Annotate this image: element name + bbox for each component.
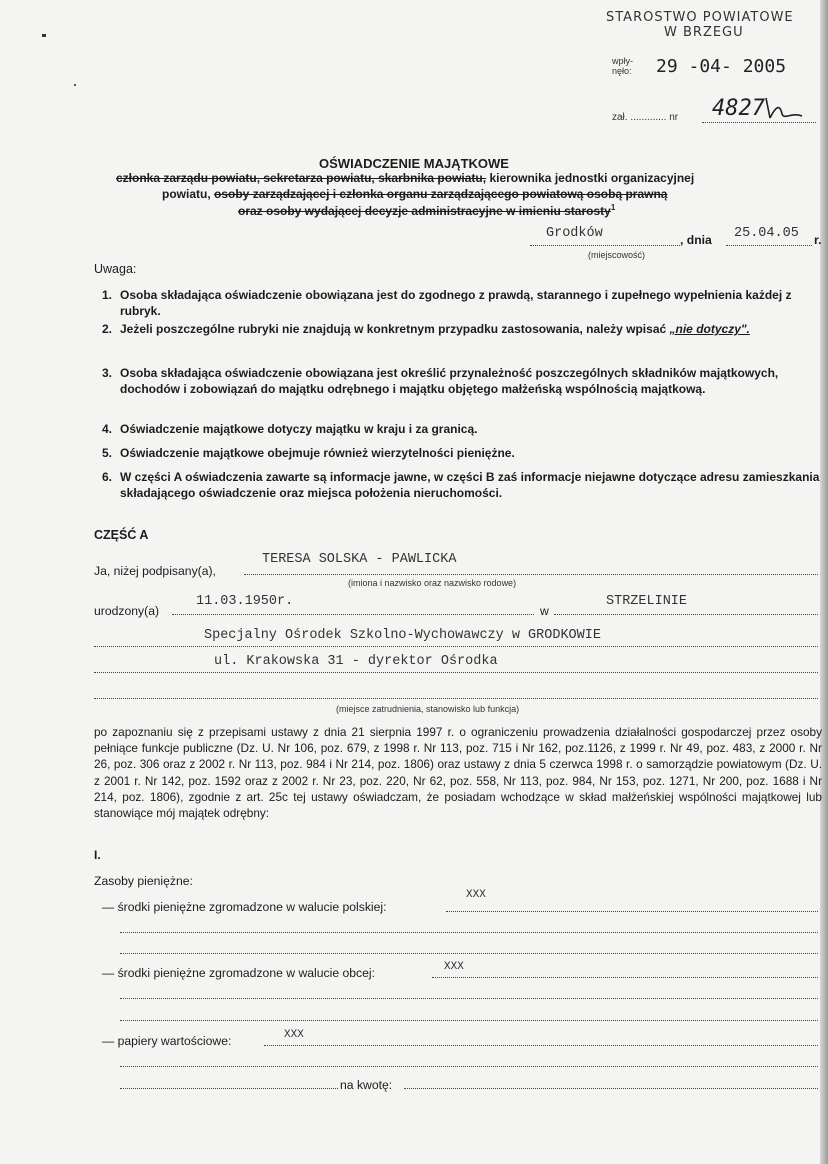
place-dots [530, 245, 680, 246]
date-value: 25.04.05 [734, 226, 799, 241]
note-6-number: 6. [102, 470, 113, 484]
header-line-2-kept: powiatu, [162, 187, 211, 201]
born-date: 11.03.1950r. [196, 594, 294, 609]
foreign-label: — środki pieniężne zgromadzone w walucie obcej: [102, 966, 376, 980]
note-5-text: Oświadczenie majątkowe obejmuje również wierzytelności pieniężne. [120, 446, 515, 460]
employment-dots-2 [94, 672, 818, 673]
employment-line-2: ul. Krakowska 31 - dyrektor Ośrodka [214, 654, 498, 669]
place-caption: (miejscowość) [588, 250, 646, 260]
header-line-2-struck: osoby zarządzającej i członka organu zarządzającego powiatową osobą prawną [214, 187, 668, 201]
note-5-number: 5. [102, 446, 113, 460]
born-place: STRZELINIE [606, 594, 688, 609]
foreign-dots-3 [120, 1020, 818, 1021]
section-1-subheading: Zasoby pieniężne: [94, 874, 193, 888]
employment-dots-1 [94, 646, 818, 647]
header-line-3-struck: oraz osoby wydającej decyzje administracyjne w imieniu starosty [238, 204, 611, 218]
handwritten-signature-icon [762, 94, 808, 124]
note-3-text: Osoba składająca oświadczenie obowiązana jest określić przynależność poszczególnych składników majątkowych, dochodów i zobowiązań do majątku odrębnego i majątku objętego małżeńską wspólnością majątkową. [120, 366, 779, 396]
footnote-mark: 1 [610, 203, 616, 212]
stamp-received-date: 29 -04- 2005 [656, 56, 787, 77]
pln-dots-1 [446, 911, 818, 912]
stamp-office-line1: STAROSTWO POWIATOWE [606, 10, 794, 25]
scan-speck [74, 84, 76, 86]
foreign-dots-2 [120, 998, 818, 999]
born-place-dots [554, 614, 818, 615]
note-3-number: 3. [102, 366, 113, 380]
stamp-received-label-1: wpły- [612, 56, 634, 66]
header-line-1-struck: członka zarządu powiatu, sekretarza powiatu, skarbnika powiatu, [116, 171, 487, 185]
note-2-text [120, 321, 822, 337]
stamp-office-line2: W BRZEGU [664, 25, 744, 40]
signed-caption: (imiona i nazwisko oraz nazwisko rodowe) [348, 578, 517, 588]
securities-value: XXX [284, 1029, 304, 1041]
page-edge-shadow [820, 0, 828, 1164]
header-line-1-kept: kierownika jednostki organizacyjnej [489, 171, 695, 185]
scan-speck [42, 34, 46, 37]
securities-label: — papiery wartościowe: [102, 1034, 232, 1048]
section-1-heading: I. [94, 848, 101, 862]
pln-dots-3 [120, 953, 818, 954]
securities-dots-1 [264, 1045, 818, 1046]
date-year-suffix: r. [814, 233, 822, 247]
securities-dots-2 [120, 1066, 818, 1067]
note-4-number: 4. [102, 422, 113, 436]
amount-dots [404, 1088, 818, 1089]
document-title: OŚWIADCZENIE MAJĄTKOWE [319, 156, 509, 171]
pln-dots-2 [120, 932, 818, 933]
foreign-value: XXX [444, 961, 464, 973]
header-line-1 [116, 171, 694, 185]
date-dots [726, 245, 812, 246]
pln-value: XXX [466, 889, 486, 901]
note-6-text: W części A oświadczenia zawarte są informacje jawne, w części B zaś informacje niejawne dotyczące adresu zamieszkania składającego oświadczenie oraz miejsca położenia nieruchomości. [120, 470, 820, 500]
signed-dots [244, 574, 818, 575]
employment-dots-3 [94, 698, 818, 699]
note-2-number: 2. [102, 322, 113, 336]
employment-line-1: Specjalny Ośrodek Szkolno-Wychowawczy w GRODKOWIE [204, 628, 601, 643]
stamp-reference-prefix: zał. ............. nr [612, 112, 679, 123]
note-1-text: Osoba składająca oświadczenie obowiązana jest do zgodnego z prawdą, starannego i zupełnego wypełnienia każdej z rubryk. [120, 288, 792, 318]
foreign-dots-1 [432, 977, 818, 978]
stamp-reference-number: 4827 [712, 96, 765, 121]
pln-label: — środki pieniężne zgromadzone w walucie polskiej: [102, 900, 387, 914]
note-1-number: 1. [102, 288, 113, 302]
born-date-dots [172, 614, 534, 615]
securities-dots-3 [120, 1088, 338, 1089]
signed-value: TERESA SOLSKA - PAWLICKA [262, 552, 457, 567]
note-2-main: Jeżeli poszczególne rubryki nie znajdują w konkretnym przypadku zastosowania, należy wpisać [120, 322, 667, 336]
date-label: , dnia [680, 233, 712, 247]
part-a-heading: CZĘŚĆ A [94, 528, 149, 542]
born-in-label: w [540, 604, 549, 618]
place-value: Grodków [546, 226, 603, 241]
born-label: urodzony(a) [94, 604, 160, 618]
legal-statement: po zapoznaniu się z przepisami ustawy z dnia 21 sierpnia 1997 r. o ograniczeniu prowadzenia działalności gospodarczej przez osoby pełniące funkcje publiczne (Dz. U. Nr 106, poz. 679, z 1998 r. Nr 113, poz. 715 i Nr 162, poz.1126, z 1999 r. Nr 49, poz. 483, z 2000 r. Nr 26, poz. 306 oraz z 2002 r. Nr 113, poz. 984 i Nr 214, poz. 1806) oraz ustawy z dnia 5 czerwca 1998 r. o samorządzie powiatowym (Dz. U. z 2001 r. Nr 142, poz. 1592 oraz z 2002 r. Nr 23, poz. 220, Nr 62, poz. 558, Nr 113, poz. 984, Nr 153, poz. 1271, Nr 200, poz. 1688 i Nr 214, poz. 1806), zgodnie z art. 25c tej ustawy oświadczam, że posiadam wchodzące w skład małżeńskiej wspólności majątkowej lub stanowiące mój majątek odrębny: [94, 725, 822, 821]
stamp-received-label-2: nęło: [612, 66, 632, 76]
amount-label: na kwotę: [340, 1078, 393, 1092]
notes-heading: Uwaga: [94, 262, 137, 276]
header-line-2 [162, 187, 667, 201]
header-line-3 [238, 203, 615, 218]
note-2-emphasis: „nie dotyczy". [669, 322, 750, 336]
note-4-text: Oświadczenie majątkowe dotyczy majątku w kraju i za granicą. [120, 422, 478, 436]
employment-caption: (miejsce zatrudnienia, stanowisko lub funkcja) [336, 704, 520, 714]
signed-label: Ja, niżej podpisany(a), [94, 564, 216, 578]
